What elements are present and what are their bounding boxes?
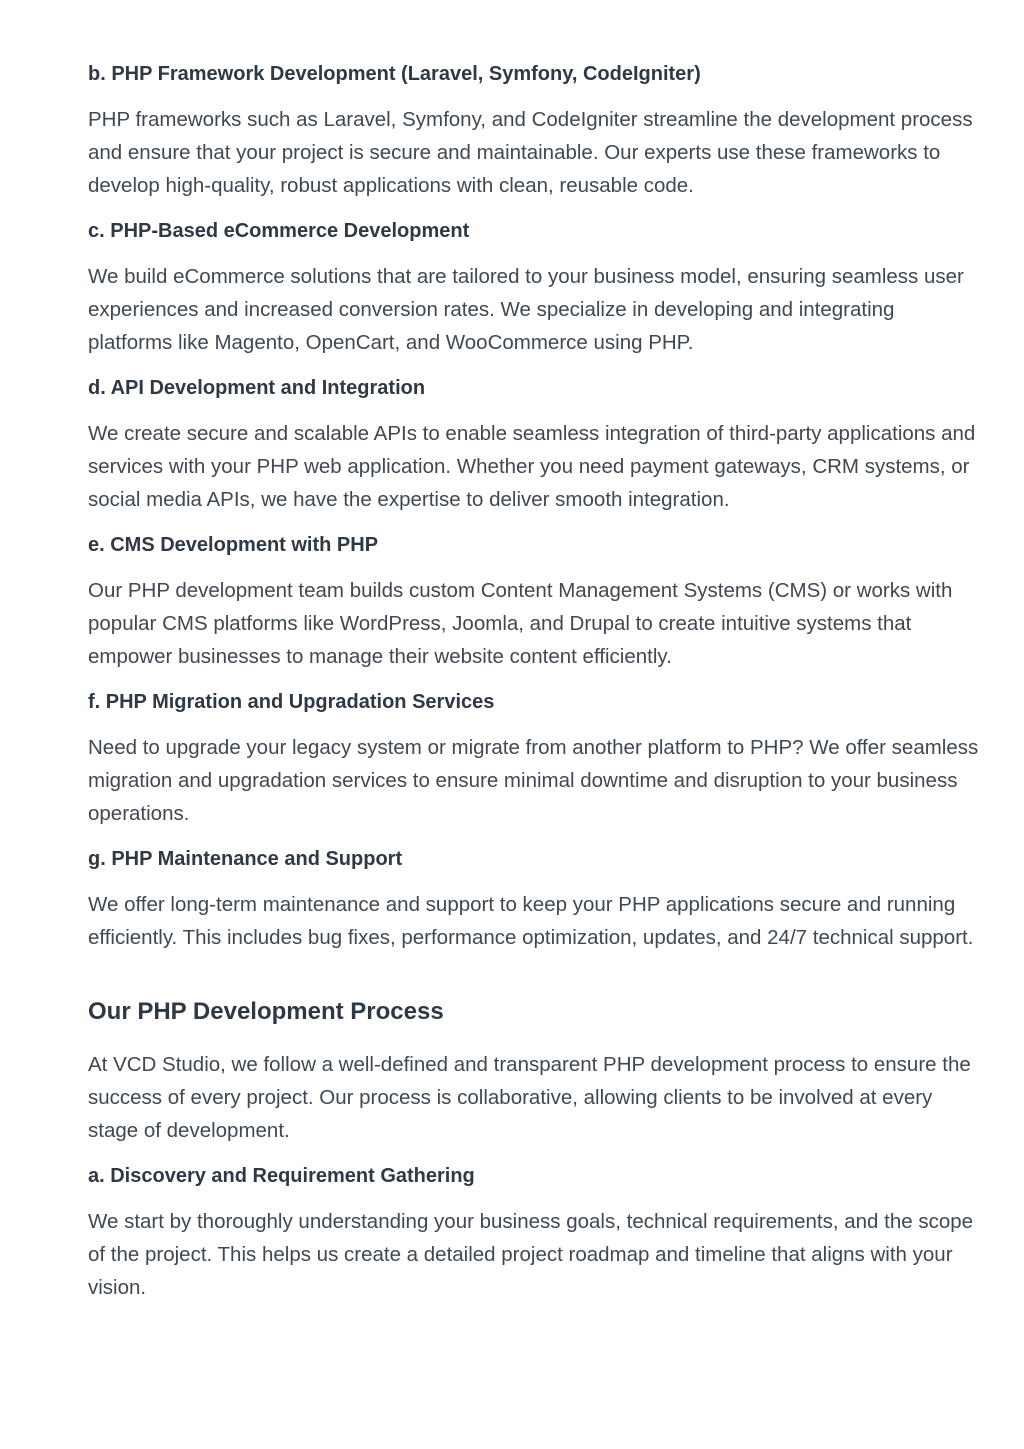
service-body-cms: Our PHP development team builds custom Content Management Systems (CMS) or works with popular CMS platforms like WordPress, Joomla, and Drupal to create intuitive systems that empower businesses to manage their website content efficiently.: [88, 579, 953, 668]
service-body-framework: PHP frameworks such as Laravel, Symfony, and CodeIgniter streamline the development process and ensure that your project is secure and maintainable. Our experts use these frameworks to develop high-quality, robust applications with clean, reusable code.: [88, 108, 973, 197]
service-heading-maintenance: g. PHP Maintenance and Support: [88, 848, 403, 870]
service-heading-migration: f. PHP Migration and Upgradation Services: [88, 691, 495, 713]
service-heading-ecommerce: c. PHP-Based eCommerce Development: [88, 220, 470, 242]
service-heading-cms: e. CMS Development with PHP: [88, 534, 379, 556]
document-page: [88, 58, 984, 1304]
process-step-body-discovery: We start by thoroughly understanding your business goals, technical requirements, and the scope of the project. This helps us create a detailed project roadmap and timeline that aligns with your vision.: [88, 1210, 974, 1299]
service-body-migration: Need to upgrade your legacy system or migrate from another platform to PHP? We offer seamless migration and upgradation services to ensure minimal downtime and disruption to your business operations.: [88, 736, 979, 825]
process-step-heading-discovery: a. Discovery and Requirement Gathering: [88, 1165, 475, 1187]
service-heading-framework: b. PHP Framework Development (Laravel, Symfony, CodeIgniter): [88, 63, 701, 85]
service-heading-api: d. API Development and Integration: [88, 377, 426, 399]
process-section-title: Our PHP Development Process: [88, 998, 444, 1025]
service-body-ecommerce: We build eCommerce solutions that are tailored to your business model, ensuring seamless user experiences and increased conversion rates. We specialize in developing and integrating platforms like Magento, OpenCart, and WooCommerce using PHP.: [88, 265, 964, 354]
service-body-api: We create secure and scalable APIs to enable seamless integration of third-party applications and services with your PHP web application. Whether you need payment gateways, CRM systems, or social media APIs, we have the expertise to deliver smooth integration.: [88, 422, 976, 511]
service-body-maintenance: We offer long-term maintenance and support to keep your PHP applications secure and running efficiently. This includes bug fixes, performance optimization, updates, and 24/7 technical support.: [88, 893, 974, 949]
process-intro: At VCD Studio, we follow a well-defined and transparent PHP development process to ensure the success of every project. Our process is collaborative, allowing clients to be involved at every stage of development.: [88, 1053, 971, 1142]
